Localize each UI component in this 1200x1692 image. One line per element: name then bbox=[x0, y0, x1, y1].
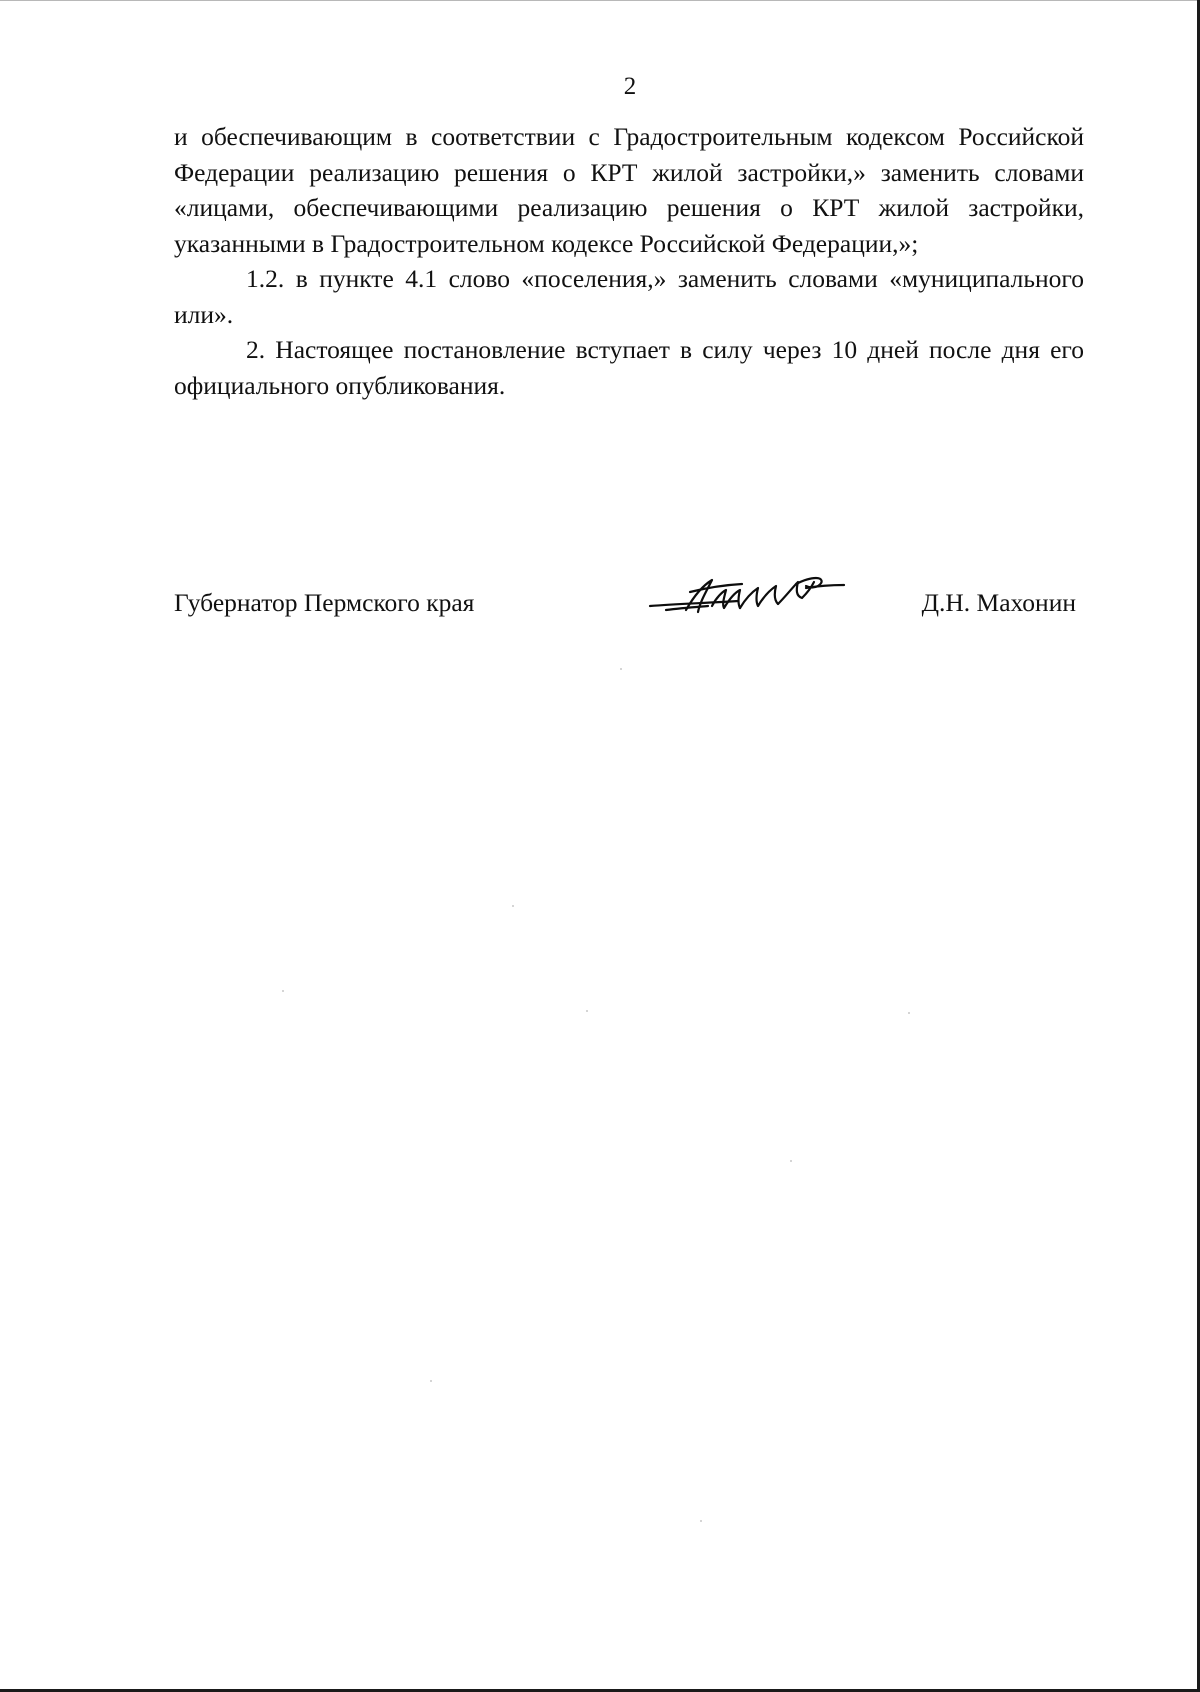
page-number: 2 bbox=[623, 73, 637, 100]
paragraph-item-2: 2. Настоящее постановление вступает в силу через 10 дней после дня его официального опубликования. bbox=[174, 335, 1084, 400]
scan-speck bbox=[282, 990, 284, 992]
signature-block bbox=[174, 570, 1084, 630]
document-body bbox=[174, 119, 1084, 403]
handwritten-signature bbox=[646, 570, 846, 622]
scan-edge-top bbox=[0, 0, 1200, 1]
scan-speck bbox=[586, 1010, 588, 1012]
scan-speck bbox=[700, 1520, 702, 1522]
signer-name: Д.Н. Махонин bbox=[921, 588, 1076, 617]
scan-speck bbox=[620, 668, 622, 670]
scan-speck bbox=[512, 905, 514, 907]
paragraph-continuation: и обеспечивающим в соответствии с Градостроительным кодексом Российской Федерации реализацию решения о КРТ жилой застройки,» заменить словами «лицами, обеспечивающими реализацию решения о КРТ жилой застройки, указанными в Градостроительном кодексе Российской Федерации,»; bbox=[174, 122, 1084, 258]
scan-speck bbox=[430, 1380, 432, 1382]
scan-speck bbox=[908, 1012, 910, 1014]
signer-position-title: Губернатор Пермского края bbox=[174, 588, 475, 617]
paragraph-item-1-2: 1.2. в пункте 4.1 слово «поселения,» заменить словами «муниципального или». bbox=[174, 264, 1084, 329]
scan-speck bbox=[790, 1160, 792, 1162]
